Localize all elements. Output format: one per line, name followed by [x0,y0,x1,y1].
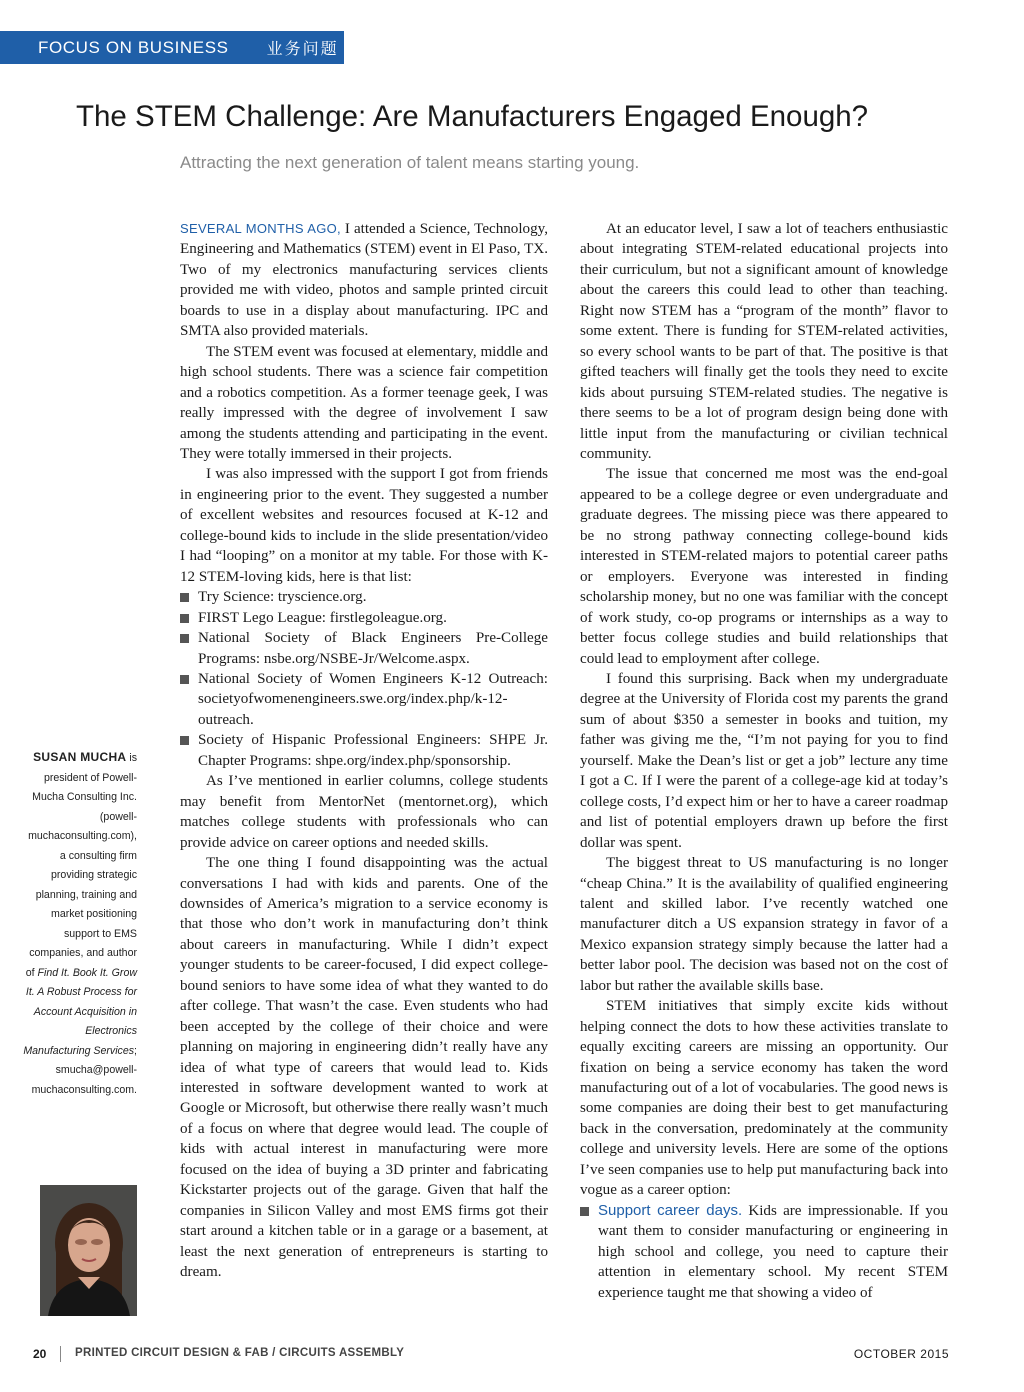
paragraph: At an educator level, I saw a lot of teachers enthusiastic about integrating STEM-related educational projects into their curriculum, but not a significant amount of knowledge about the careers this could lead to other than teaching. Right now STEM has a “program of the month” flavor to some extent. There is funding for STEM-related activities, so every school wants to be part of that. The positive is that gifted teachers will finally get the tools they need to excite kids about pursuing STEM-related studies. The negative is there seems to be a lot of program design being done with little input from the manufacturing or civilian technical community. [580,221,948,462]
section-label-chinese: 业务问题 [266,41,339,58]
footer-divider [60,1346,61,1362]
page-number: 20 [33,1347,47,1361]
article-subhead: Attracting the next generation of talent means starting young. [180,153,640,172]
paragraph: The issue that concerned me most was the end-goal appeared to be a college degree or even undergraduate and graduate degrees. The missing piece was there appeared to be no strong pathway connecting college-bound kids interested in STEM-related majors to potential career paths or employers. Everyone was interested in finding scholarship money, but no one was familiar with the concept of work study, co-op programs or internships as a way to better focus college studies and build relationships that could lead to employment after college. [580,466,948,667]
resource-list [180,587,548,771]
author-bio: SUSAN MUCHA is president of Powell-Mucha Consulting Inc. (powell-muchaconsulting.com), a consulting firm providing strategic planning, training and market positioning support to EMS companies, and author of Find It. Book It. Grow It. A Robust Process for Account Acquisition in Electronics Manufacturing Services; smucha@powell-muchaconsulting.com. [23,750,137,1096]
paragraph: I was also impressed with the support I got from friends in engineering prior to the event. They suggested a number of excellent websites and resources focused at K-12 and college-bound kids to include in the slide presentation/video I had “looping” on a monitor at my table. For those with K-12 STEM-loving kids, here is that list: [180,466,548,585]
paragraph: The STEM event was focused at elementary, middle and high school students. There was a science fair competition and a robotics competition. As a former teenage geek, I was really impressed with the degree of involvement I saw among the students attending and participating in the event. They were totally immersed in their projects. [180,343,548,462]
paragraph: SEVERAL MONTHS AGO, I attended a Science, Technology, Engineering and Mathematics (STEM) event in El Paso, TX. Two of my electronics manufacturing services clients provided me with video, photos and sample printed circuit boards to use in a display about manufacturing. IPC and SMTA also provided materials. [180,221,548,340]
square-bullet-icon [180,675,189,684]
left-column [180,219,548,1283]
square-bullet-icon [180,614,189,623]
square-bullet-icon [580,1207,589,1216]
section-label: FOCUS ON BUSINESS [38,37,229,57]
list-item: National Society of Black Engineers Pre-College Programs: nsbe.org/NSBE-Jr/Welcome.aspx. [180,628,548,669]
book-title: Find It. Book It. Grow It. A Robust Process for Account Acquisition in Electronics Manufacturing Services [23,966,137,1057]
list-item: Society of Hispanic Professional Engineers: SHPE Jr. Chapter Programs: shpe.org/index.php/sponsorship. [180,730,548,771]
paragraph: STEM initiatives that simply excite kids without helping connect the dots to how these activities translate to equally exciting careers are missing an opportunity. Our fixation on being a service economy has taken the word manufacturing out of a lot of vocabularies. The good news is some companies are doing their best to get manufacturing back in the conversation, predominately at the community college and university levels. Here are some of the options I’ve seen companies use to help put manufacturing back into vogue as a career option: [580,998,948,1199]
paragraph: As I’ve mentioned in earlier columns, college students may benefit from MentorNet (mentornet.org), which matches college students with professionals who can provide advice on career options and needed skills. [180,773,548,851]
list-item: FIRST Lego League: firstlegoleague.org. [180,608,548,628]
paragraph: I found this surprising. Back when my undergraduate degree at the University of Florida cost my parents the grand sum of about $350 a semester in books and tuition, my father was giving me the, “I’m not paying for you to find yourself. Make the Dean’s list or get a job” lecture any time I got a C. If I were the parent of a college-age kid at today’s college costs, I’d expect him or her to have a career roadmap and list of potential employers drawn up before the first dollar was spent. [580,670,948,851]
square-bullet-icon [180,634,189,643]
option-list [580,1201,948,1303]
bullet-keyword: Support career days. [598,1201,743,1219]
paragraph: The biggest threat to US manufacturing is no longer “cheap China.” It is the availability of qualified engineering talent and skilled labor. I’ve recently watched one manufacturer ditch a US expansion strategy in favor of a Mexico expansion strategy simply because the latter had a better labor pool. The decision was based not on the cost of labor but rather the available skills base. [580,855,948,994]
square-bullet-icon [180,593,189,602]
right-column [580,219,948,1303]
publication-name: PRINTED CIRCUIT DESIGN & FAB / CIRCUITS ASSEMBLY [75,1347,405,1359]
author-photo [40,1185,137,1316]
list-item: Support career days. Kids are impressionable. If you want them to consider manufacturing or engineering in high school and college, you need to capture their attention in elementary school. My recent STEM experience taught me that showing a video of [580,1201,948,1303]
lead-in: SEVERAL MONTHS AGO, [180,221,341,236]
section-tab [0,31,344,64]
author-portrait-icon [40,1185,137,1316]
paragraph: The one thing I found disappointing was the actual conversations I had with kids and parents. One of the downsides of America’s migration to a service economy is that those who don’t work in manufacturing don’t think about careers in manufacturing. While I didn’t expect younger students to be career-focused, I did expect college-bound seniors to have some idea of what they wanted to do after college. That wasn’t the case. Even students who had been accepted by the college of their choice and were planning on majoring in engineering didn’t really have any idea of what type of careers that would lead to. Kids interested in software development wanted to work at Google or Microsoft, but otherwise there really wasn’t much of a focus on where that degree would lead. The couple of kids with actual interest in manufacturing were more focused on the idea of buying a 3D printer and fabricating Kickstarter projects out of the garage. Given that half the companies in Silicon Valley and most EMS firms got their start around a kitchen table or in a garage or a basement, at least the next generation of entrepreneurs is starting to dream. [180,855,548,1281]
square-bullet-icon [180,736,189,745]
list-item: National Society of Women Engineers K-12 Outreach: societyofwomenengineers.swe.org/index.php/k-12-outreach. [180,669,548,730]
author-name: SUSAN MUCHA [33,750,127,764]
issue-date: OCTOBER 2015 [853,1347,949,1361]
list-item: Try Science: tryscience.org. [180,587,548,607]
article-headline: The STEM Challenge: Are Manufacturers Engaged Enough? [76,100,869,133]
